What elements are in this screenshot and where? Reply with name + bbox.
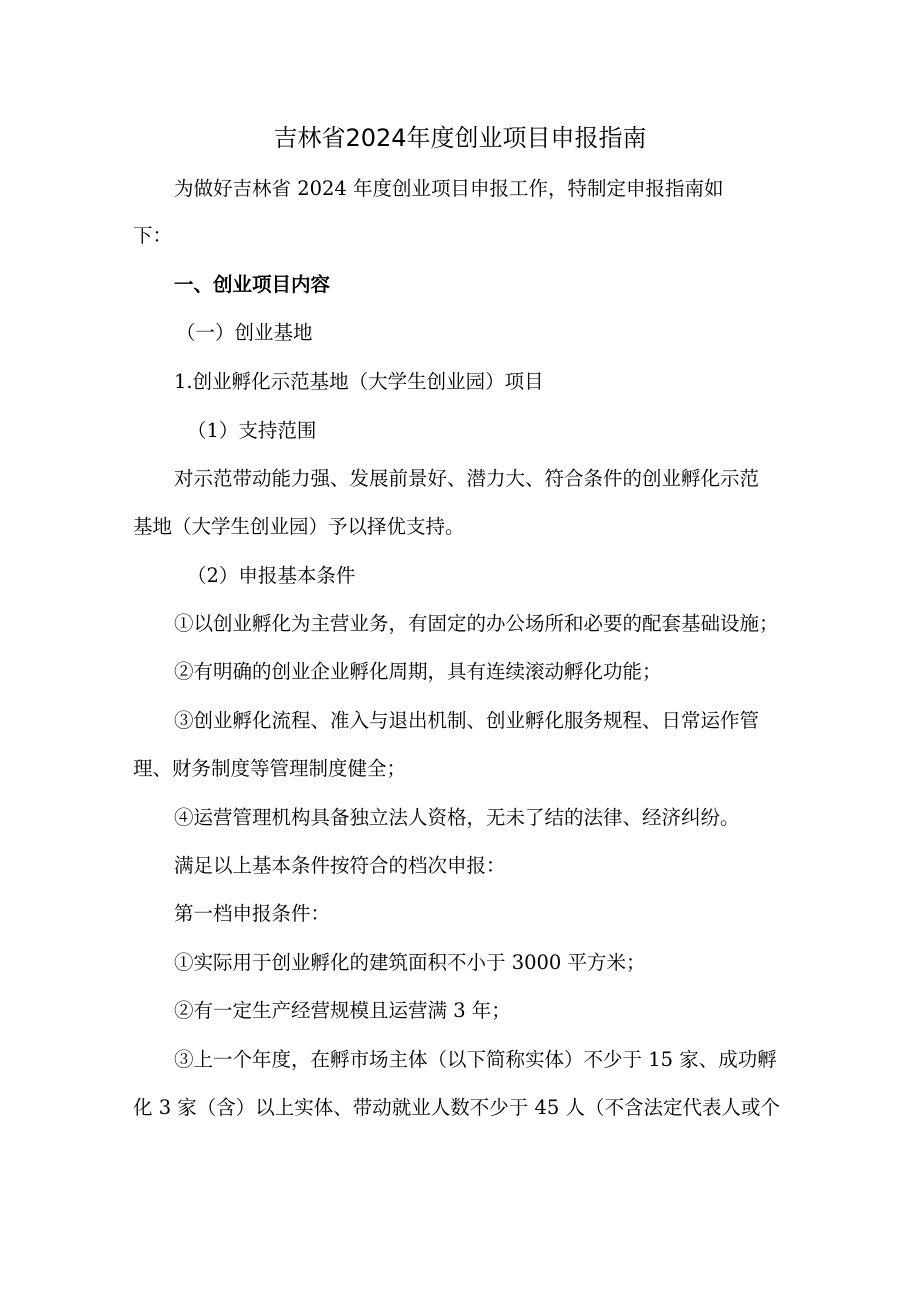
tier-1-condition-1: ①实际用于创业孵化的建筑面积不小于 3000 平方米； <box>174 951 646 974</box>
condition-3-line-1: ③创业孵化流程、准入与退出机制、创业孵化服务规程、日常运作管 <box>174 709 760 732</box>
condition-2: ②有明确的创业企业孵化周期，具有连续滚动孵化功能； <box>174 660 662 683</box>
condition-4: ④运营管理机构具备独立法人资格，无未了结的法律、经济纠纷。 <box>174 806 740 829</box>
intro-paragraph-line-1: 为做好吉林省 2024 年度创业项目申报工作，特制定申报指南如 <box>174 177 724 200</box>
condition-1: ①以创业孵化为主营业务，有固定的办公场所和必要的配套基础设施； <box>174 612 779 635</box>
support-scope-heading: （1）支持范围 <box>187 419 317 442</box>
subsection-heading: （一）创业基地 <box>176 321 313 344</box>
tier-1-condition-3-line-2: 化 3 家（含）以上实体、带动就业人数不少于 45 人（不含法定代表人或个 <box>133 1096 781 1119</box>
tier-1-heading: 第一档申报条件： <box>174 902 331 925</box>
item-heading: 1.创业孵化示范基地（大学生创业园）项目 <box>174 370 544 393</box>
tier-1-condition-2: ②有一定生产经营规模且运营满 3 年； <box>174 999 511 1022</box>
intro-paragraph-line-2: 下： <box>133 224 173 247</box>
condition-3-line-2: 理、财务制度等管理制度健全； <box>133 757 407 780</box>
basic-conditions-heading: （2）申报基本条件 <box>187 564 356 587</box>
section-heading: 一、创业项目内容 <box>174 273 331 296</box>
document-title: 吉林省2024年度创业项目申报指南 <box>273 124 647 152</box>
tier-1-condition-3-line-1: ③上一个年度，在孵市场主体（以下简称实体）不少于 15 家、成功孵 <box>174 1048 777 1071</box>
support-scope-line-1: 对示范带动能力强、发展前景好、潜力大、符合条件的创业孵化示范 <box>174 467 760 490</box>
tier-intro: 满足以上基本条件按符合的档次申报： <box>174 854 506 877</box>
support-scope-line-2: 基地（大学生创业园）予以择优支持。 <box>133 515 465 538</box>
